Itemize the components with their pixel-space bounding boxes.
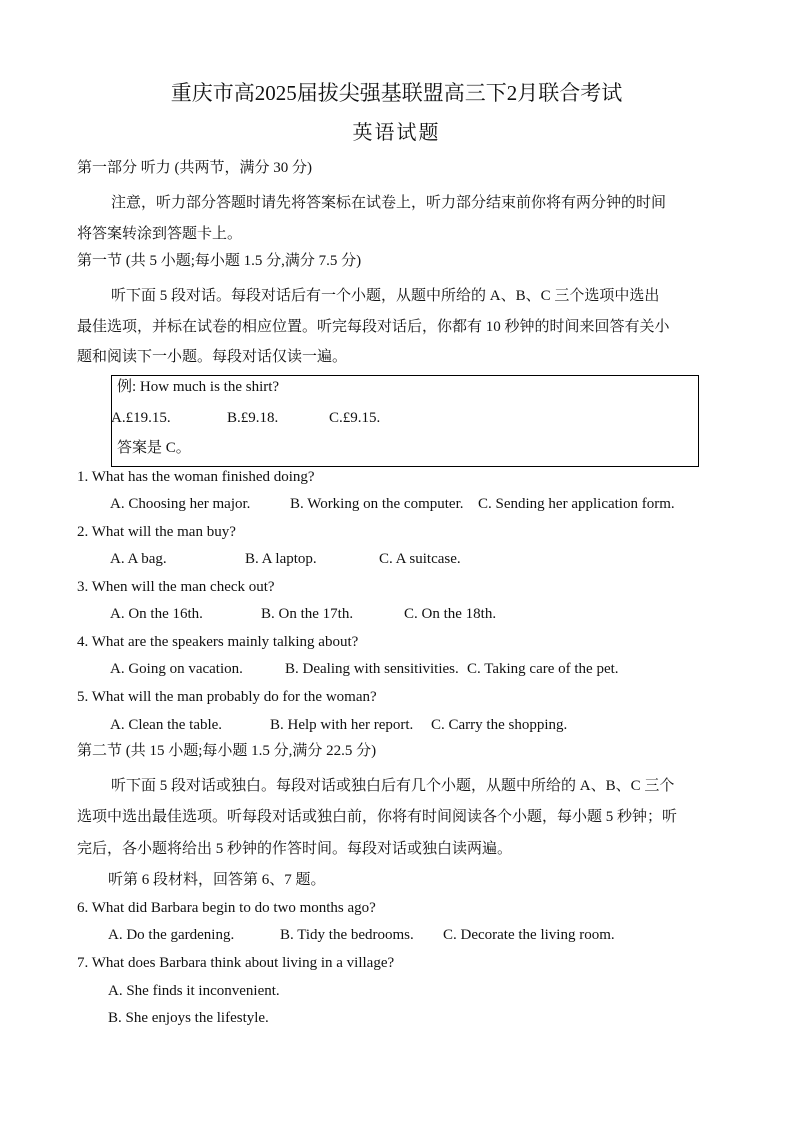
question-3-option-a: A. On the 16th. bbox=[110, 606, 203, 622]
question-1: 1. What has the woman finished doing? bbox=[77, 469, 315, 485]
example-question: 例: How much is the shirt? bbox=[117, 379, 280, 395]
question-3: 3. When will the man check out? bbox=[77, 579, 275, 595]
question-6-option-b: B. Tidy the bedrooms. bbox=[280, 927, 414, 943]
question-1-option-b: B. Working on the computer. bbox=[290, 496, 464, 512]
question-3-option-b: B. On the 17th. bbox=[261, 606, 354, 622]
question-6: 6. What did Barbara begin to do two months ago? bbox=[77, 900, 376, 916]
question-3-option-c: C. On the 18th. bbox=[404, 606, 497, 622]
section2-instr-line1: 听下面 5 段对话或独白。每段对话或独白后有几个小题，从题中所给的 A、B、C 三个 bbox=[111, 778, 675, 794]
example-option-c: C.£9.15. bbox=[329, 410, 381, 426]
section1-heading: 第一节 (共 5 小题;每小题 1.5 分,满分 7.5 分) bbox=[77, 253, 362, 269]
question-4-option-c: C. Taking care of the pet. bbox=[467, 661, 619, 677]
question-1-option-c: C. Sending her application form. bbox=[478, 496, 675, 512]
section1-instr-line3: 题和阅读下一小题。每段对话仅读一遍。 bbox=[77, 349, 348, 365]
question-1-option-a: A. Choosing her major. bbox=[110, 496, 251, 512]
question-6-option-a: A. Do the gardening. bbox=[108, 927, 235, 943]
part1-note-line2: 将答案转涂到答题卡上。 bbox=[77, 226, 243, 242]
question-7: 7. What does Barbara think about living in a village? bbox=[77, 955, 395, 971]
section2-material: 听第 6 段材料，回答第 6、7 题。 bbox=[108, 872, 326, 888]
question-7-option-b: B. She enjoys the lifestyle. bbox=[108, 1010, 269, 1026]
question-4-option-a: A. Going on vacation. bbox=[110, 661, 243, 677]
question-5-option-c: C. Carry the shopping. bbox=[431, 717, 568, 733]
exam-title: 重庆市高2025届拔尖强基联盟高三下2月联合考试 bbox=[170, 81, 623, 105]
question-4: 4. What are the speakers mainly talking about? bbox=[77, 634, 359, 650]
exam-subtitle: 英语试题 bbox=[352, 122, 441, 144]
question-5-option-b: B. Help with her report. bbox=[270, 717, 414, 733]
question-5-option-a: A. Clean the table. bbox=[110, 717, 223, 733]
example-option-a: A.£19.15. bbox=[111, 410, 171, 426]
question-4-option-b: B. Dealing with sensitivities. bbox=[285, 661, 459, 677]
question-6-option-c: C. Decorate the living room. bbox=[443, 927, 615, 943]
section2-instr-line3: 完后，各小题将给出 5 秒钟的作答时间。每段对话或独白读两遍。 bbox=[77, 841, 513, 857]
section2-instr-line2: 选项中选出最佳选项。听每段对话或独白前，你将有时间阅读各个小题，每小题 5 秒钟；听 bbox=[77, 809, 678, 825]
section2-heading: 第二节 (共 15 小题;每小题 1.5 分,满分 22.5 分) bbox=[77, 743, 377, 759]
section1-instr-line2: 最佳选项，并标在试卷的相应位置。听完每段对话后，你都有 10 秒钟的时间来回答有关小 bbox=[77, 319, 670, 335]
question-2: 2. What will the man buy? bbox=[77, 524, 236, 540]
question-2-option-c: C. A suitcase. bbox=[379, 551, 461, 567]
question-5: 5. What will the man probably do for the woman? bbox=[77, 689, 377, 705]
section1-instr-line1: 听下面 5 段对话。每段对话后有一个小题，从题中所给的 A、B、C 三个选项中选出 bbox=[111, 288, 660, 304]
question-2-option-a: A. A bag. bbox=[110, 551, 167, 567]
question-2-option-b: B. A laptop. bbox=[245, 551, 317, 567]
part1-heading: 第一部分 听力 (共两节，满分 30 分) bbox=[77, 160, 312, 176]
part1-note-line1: 注意，听力部分答题时请先将答案标在试卷上，听力部分结束前你将有两分钟的时间 bbox=[111, 195, 667, 211]
question-7-option-a: A. She finds it inconvenient. bbox=[108, 983, 280, 999]
example-option-b: B.£9.18. bbox=[227, 410, 279, 426]
example-answer: 答案是 C。 bbox=[117, 440, 191, 456]
